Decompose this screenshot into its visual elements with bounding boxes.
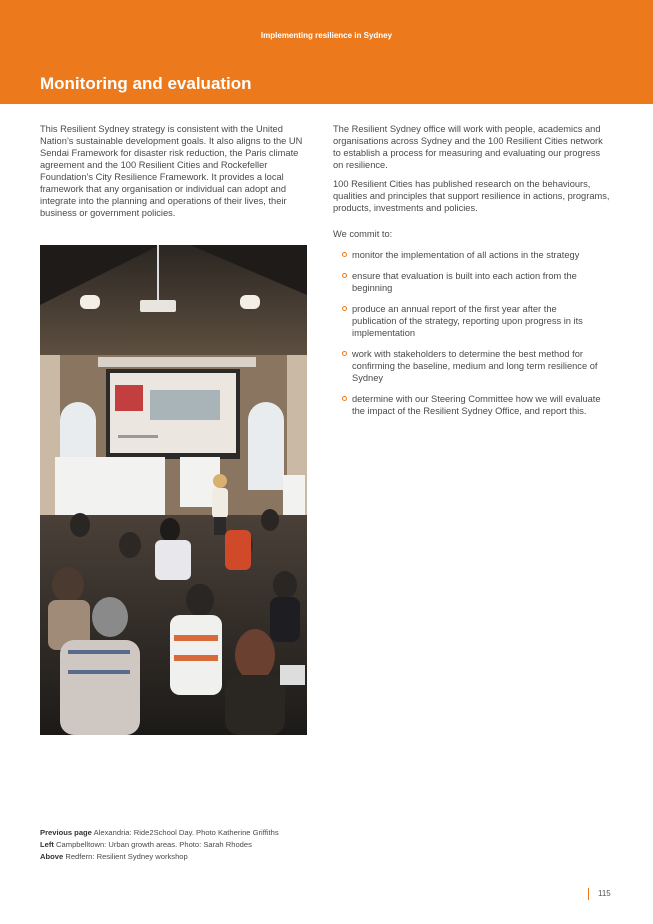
header-banner (0, 0, 653, 104)
bullet-icon (342, 252, 347, 257)
list-item-text: work with stakeholders to determine the best method for confirming the baseline, medium and long term resilience of Sydney (352, 349, 598, 383)
left-column (40, 123, 318, 226)
caption-label: Above (40, 852, 64, 861)
bullet-icon (342, 396, 347, 401)
page-number-block (588, 888, 611, 900)
caption-text: Alexandria: Ride2School Day. Photo Katherine Griffiths (93, 828, 279, 837)
bullet-icon (342, 306, 347, 311)
bullet-icon (342, 273, 347, 278)
caption-text: Redfern: Resilient Sydney workshop (65, 852, 188, 861)
list-item (333, 270, 602, 294)
list-item (333, 348, 602, 384)
section-label: Implementing resilience in Sydney (260, 31, 393, 40)
caption-text: Campbelltown: Urban growth areas. Photo: Sarah Rhodes (56, 840, 252, 849)
caption-label: Left (40, 840, 54, 849)
commitment-list (333, 249, 613, 417)
list-item (333, 303, 602, 339)
list-item-text: determine with our Steering Committee how we will evaluate the impact of the Resilient Sydney Office, and report this. (352, 394, 601, 416)
intro-paragraph: This Resilient Sydney strategy is consistent with the United Nation’s sustainable development goals. It also aligns to the UN Sendai Framework for disaster risk reduction, the Paris climate agreement and the 100 Resilient Cities and Rockefeller Foundation’s City Resilience Framework. It provides a local framework that any organisation or individual can adopt and integrate into the planning and operations of their lives, their business or government policies. (40, 124, 303, 218)
page-title: Monitoring and evaluation (40, 74, 252, 93)
photo-captions (40, 827, 340, 863)
list-item-text: monitor the implementation of all actions in the strategy (352, 250, 580, 260)
list-item-text: produce an annual report of the first year after the publication of the strategy, reporting upon progress in its implementation (352, 304, 583, 338)
caption-line (40, 851, 340, 863)
list-item-text: ensure that evaluation is built into each action from the beginning (352, 271, 577, 293)
right-column (333, 123, 613, 426)
bullet-icon (342, 351, 347, 356)
body-paragraph: The Resilient Sydney office will work with people, academics and organisations across Sydney and the 100 Resilient Cities network to establish a process for measuring and evaluating our progress on resilience. (333, 124, 603, 170)
workshop-photo-illustration (40, 245, 307, 735)
list-item (333, 249, 602, 261)
list-item (333, 393, 602, 417)
commit-intro: We commit to: (333, 229, 393, 239)
body-paragraph: 100 Resilient Cities has published research on the behaviours, qualities and principles that support resilience in actions, programs, products, investments and policies. (333, 179, 610, 213)
caption-line (40, 827, 340, 839)
caption-label: Previous page (40, 828, 92, 837)
caption-line (40, 839, 340, 851)
page-number: 115 (598, 889, 611, 898)
workshop-photo (40, 245, 307, 735)
